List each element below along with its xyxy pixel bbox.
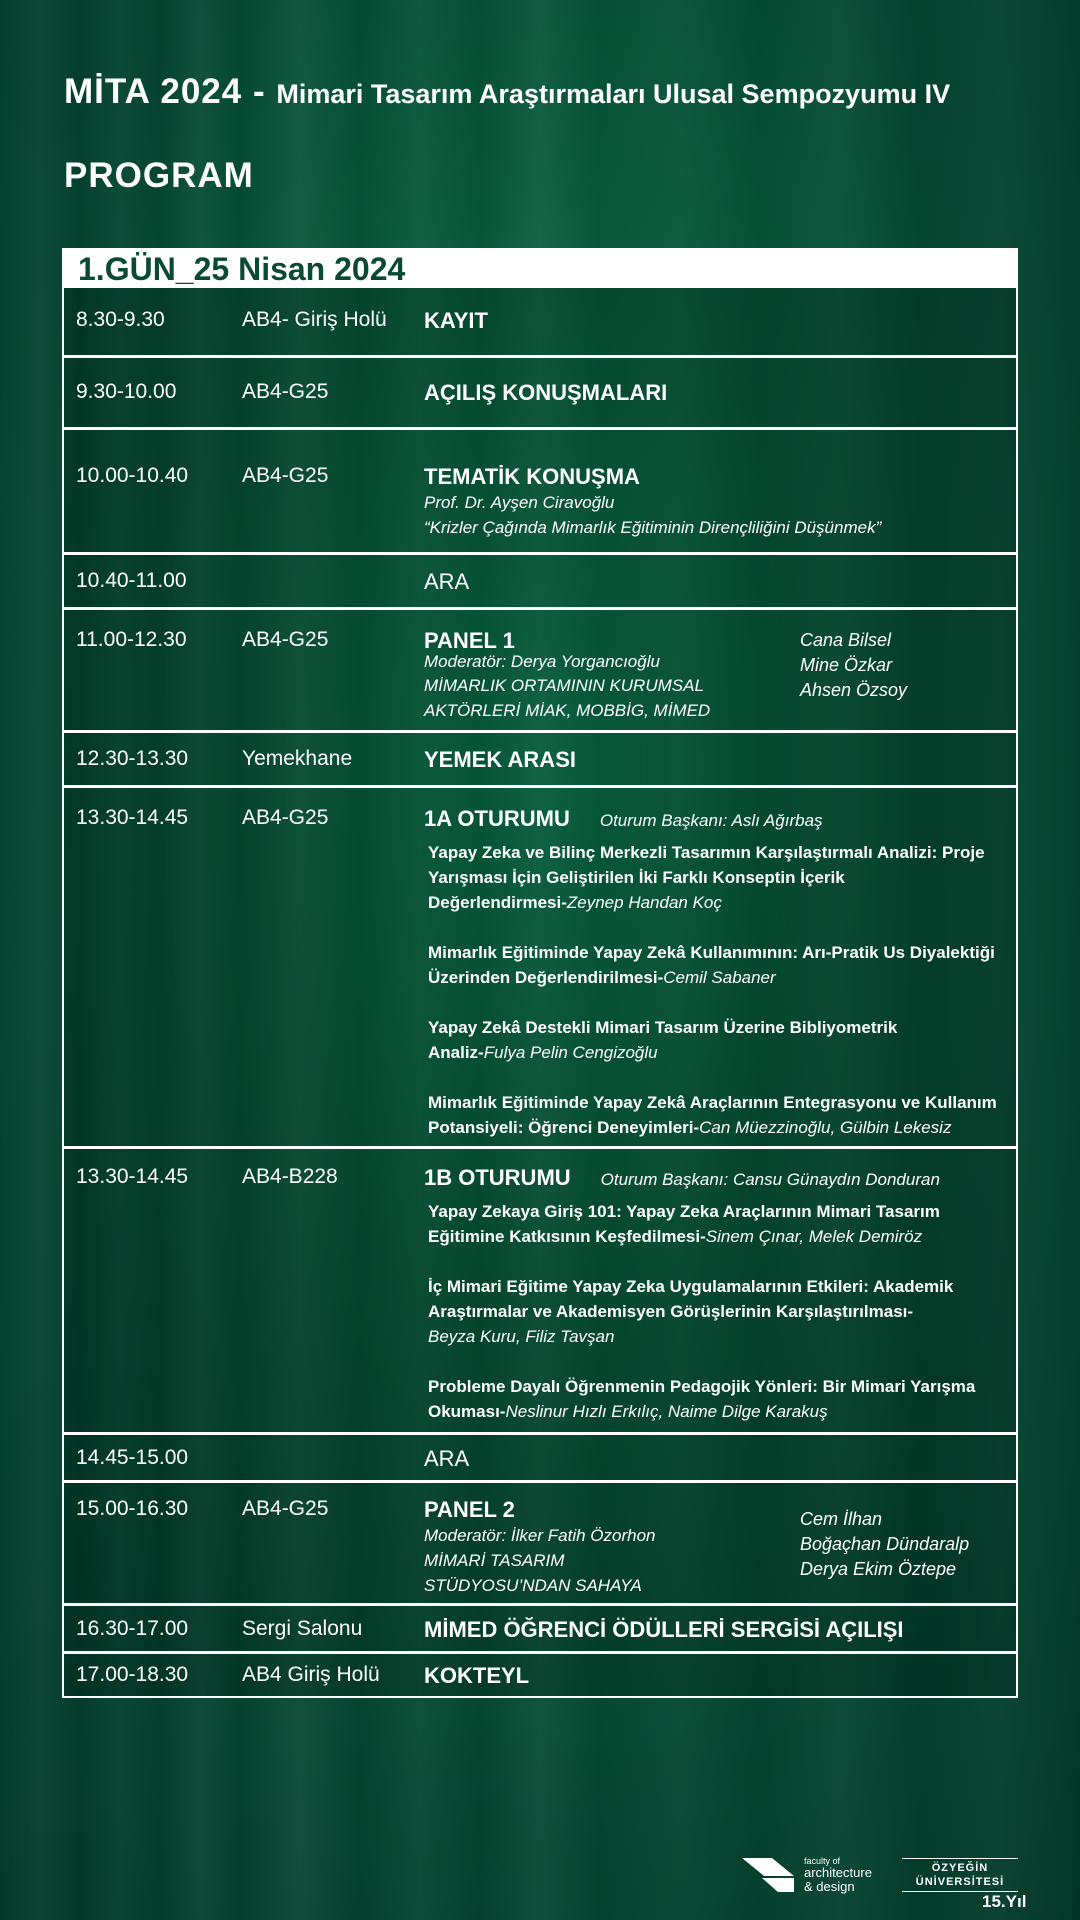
schedule-row-keynote <box>64 427 1016 552</box>
panel-topic-line: MİMARLIK ORTAMININ KURUMSAL <box>424 676 704 695</box>
paper-authors: Neslinur Hızlı Erkılıç, Naime Dilge Karakuş <box>505 1402 828 1421</box>
schedule-row-cocktail <box>64 1651 1016 1696</box>
paper-item: Mimarlık Eğitiminde Yapay Zekâ Kullanımının: Arı-Pratik Us Diyalektiği Üzerinden Değerlendirilmesi-Cemil Sabaner <box>428 943 995 987</box>
panelists <box>800 628 907 703</box>
keynote-talk: “Krizler Çağında Mimarlık Eğitiminin Dirençliliğini Düşünmek” <box>424 518 882 537</box>
panelist: Cem İlhan <box>800 1509 883 1529</box>
schedule-row-session-1a <box>64 785 1016 1146</box>
event-subtitle: Mimari Tasarım Araştırmaları Ulusal Sempozyumu IV <box>276 79 951 109</box>
panelist: Mine Özkar <box>800 655 893 675</box>
panel-topic-line: MİMARİ TASARIM <box>424 1551 565 1570</box>
anniversary-badge: 15.Yıl <box>982 1892 1027 1911</box>
row-location: AB4-G25 <box>242 464 329 487</box>
panel-topic-line: AKTÖRLERİ MİAK, MOBBİG, MİMED <box>424 701 711 720</box>
schedule-row-opening <box>64 355 1016 427</box>
row-time: 10.00-10.40 <box>76 464 189 487</box>
row-location: AB4-G25 <box>242 806 329 829</box>
panelist: Ahsen Özsoy <box>800 680 908 700</box>
row-location: AB4 Giriş Holü <box>242 1663 380 1686</box>
row-location: AB4-G25 <box>242 1497 329 1520</box>
row-title: PANEL 2 <box>424 1497 515 1522</box>
schedule-row-registration <box>64 288 1016 355</box>
schedule-row-break <box>64 552 1016 607</box>
paper-authors: Beyza Kuru, Filiz Tavşan <box>428 1327 615 1346</box>
paper-authors: Can Müezzinoğlu, Gülbin Lekesiz <box>699 1118 952 1137</box>
panel-topic-line: STÜDYOSU’NDAN SAHAYA <box>424 1576 642 1595</box>
program-heading: PROGRAM <box>64 156 254 195</box>
faculty-mark-icon <box>742 1856 798 1894</box>
schedule-row-panel-1 <box>64 607 1016 730</box>
row-time: 16.30-17.00 <box>76 1617 189 1640</box>
row-location: Sergi Salonu <box>242 1617 363 1640</box>
row-title: ARA <box>424 1446 470 1471</box>
row-time: 14.45-15.00 <box>76 1446 189 1469</box>
session-chair: Oturum Başkanı: Aslı Ağırbaş <box>599 811 823 830</box>
row-time: 9.30-10.00 <box>76 380 177 403</box>
row-title: ARA <box>424 569 470 594</box>
keynote-speaker: Prof. Dr. Ayşen Ciravoğlu <box>424 493 615 512</box>
row-title: TEMATİK KONUŞMA <box>424 464 640 489</box>
row-title: KOKTEYL <box>424 1663 530 1688</box>
row-location: AB4- Giriş Holü <box>242 308 387 331</box>
panelist: Derya Ekim Öztepe <box>800 1559 957 1579</box>
panel-moderator: Moderatör: İlker Fatih Özorhon <box>424 1526 656 1545</box>
paper-authors: Zeynep Handan Koç <box>566 893 722 912</box>
row-location: AB4-G25 <box>242 380 329 403</box>
faculty-name-text: faculty of <box>804 1856 841 1866</box>
row-title: MİMED ÖĞRENCİ ÖDÜLLERİ SERGİSİ AÇILIŞI <box>424 1617 904 1642</box>
row-time: 11.00-12.30 <box>76 628 187 651</box>
title-separator: - <box>242 72 277 111</box>
row-time: 15.00-16.30 <box>76 1497 189 1520</box>
paper-item: Mimarlık Eğitiminde Yapay Zekâ Araçlarının Entegrasyonu ve Kullanım Potansiyeli: Öğrenci Deneyimleri-Can Müezzinoğlu, Gülbin Lekesiz <box>428 1093 997 1137</box>
schedule-row-exhibition <box>64 1603 1016 1651</box>
schedule-row-lunch <box>64 730 1016 785</box>
row-title: AÇILIŞ KONUŞMALARI <box>424 380 668 405</box>
row-title: KAYIT <box>424 308 488 333</box>
row-location: AB4-B228 <box>242 1165 338 1188</box>
row-title: YEMEK ARASI <box>424 747 576 772</box>
row-time: 8.30-9.30 <box>76 308 165 331</box>
row-time: 10.40-11.00 <box>76 569 187 592</box>
row-title: 1A OTURUMU <box>424 806 570 831</box>
schedule-table <box>62 248 1018 1698</box>
panel-moderator: Moderatör: Derya Yorgancıoğlu <box>424 652 660 671</box>
faculty-logo: faculty of architecture & design <box>742 1856 882 1896</box>
paper-authors: Sinem Çınar, Melek Demiröz <box>705 1227 923 1246</box>
row-location: Yemekhane <box>242 747 353 770</box>
panelists <box>800 1507 969 1582</box>
paper-item: İç Mimari Eğitime Yapay Zeka Uygulamalarının Etkileri: Akademik Araştırmalar ve Akademisyen Görüşlerinin Karşılaştırılması- Beyza Kuru, Filiz Tavşan <box>428 1277 954 1346</box>
panelist: Boğaçhan Dündaralp <box>800 1534 970 1554</box>
row-title: PANEL 1 <box>424 628 515 653</box>
event-name: MİTA 2024 <box>64 72 243 111</box>
schedule-row-panel-2 <box>64 1480 1016 1603</box>
schedule-row-session-1b <box>64 1146 1016 1432</box>
paper-item: Yapay Zekaya Giriş 101: Yapay Zeka Araçlarının Mimari Tasarım Eğitimine Katkısının Keşfedilmesi-Sinem Çınar, Melek Demiröz <box>428 1202 940 1246</box>
paper-item: Yapay Zekâ Destekli Mimari Tasarım Üzerine Bibliyometrik Analiz-Fulya Pelin Cengizoğlu <box>428 1018 898 1062</box>
day-header: 1.GÜN_25 Nisan 2024 <box>64 250 1016 288</box>
row-time: 12.30-13.30 <box>76 747 189 770</box>
paper-authors: Cemil Sabaner <box>663 968 776 987</box>
row-title: 1B OTURUMU <box>424 1165 571 1190</box>
row-time: 13.30-14.45 <box>76 806 189 829</box>
university-name: ÖZYEĞİN ÜNİVERSİTESİ <box>915 1862 1005 1888</box>
page-title <box>64 72 950 112</box>
row-time: 13.30-14.45 <box>76 1165 189 1188</box>
row-location: AB4-G25 <box>242 628 329 651</box>
paper-authors: Fulya Pelin Cengizoğlu <box>483 1043 658 1062</box>
paper-item: Yapay Zeka ve Bilinç Merkezli Tasarımın Karşılaştırmalı Analizi: Proje Yarışması İçin Geliştirilen İki Farklı Konseptin İçerik Değerlendirmesi-Zeynep Handan Koç <box>428 843 985 912</box>
paper-item: Probleme Dayalı Öğrenmenin Pedagojik Yönleri: Bir Mimari Yarışma Okuması-Neslinur Hızlı Erkılıç, Naime Dilge Karakuş <box>428 1377 976 1421</box>
panelist: Cana Bilsel <box>800 630 892 650</box>
schedule-row-break <box>64 1432 1016 1480</box>
row-time: 17.00-18.30 <box>76 1663 189 1686</box>
session-chair: Oturum Başkanı: Cansu Günaydın Donduran <box>600 1170 940 1189</box>
